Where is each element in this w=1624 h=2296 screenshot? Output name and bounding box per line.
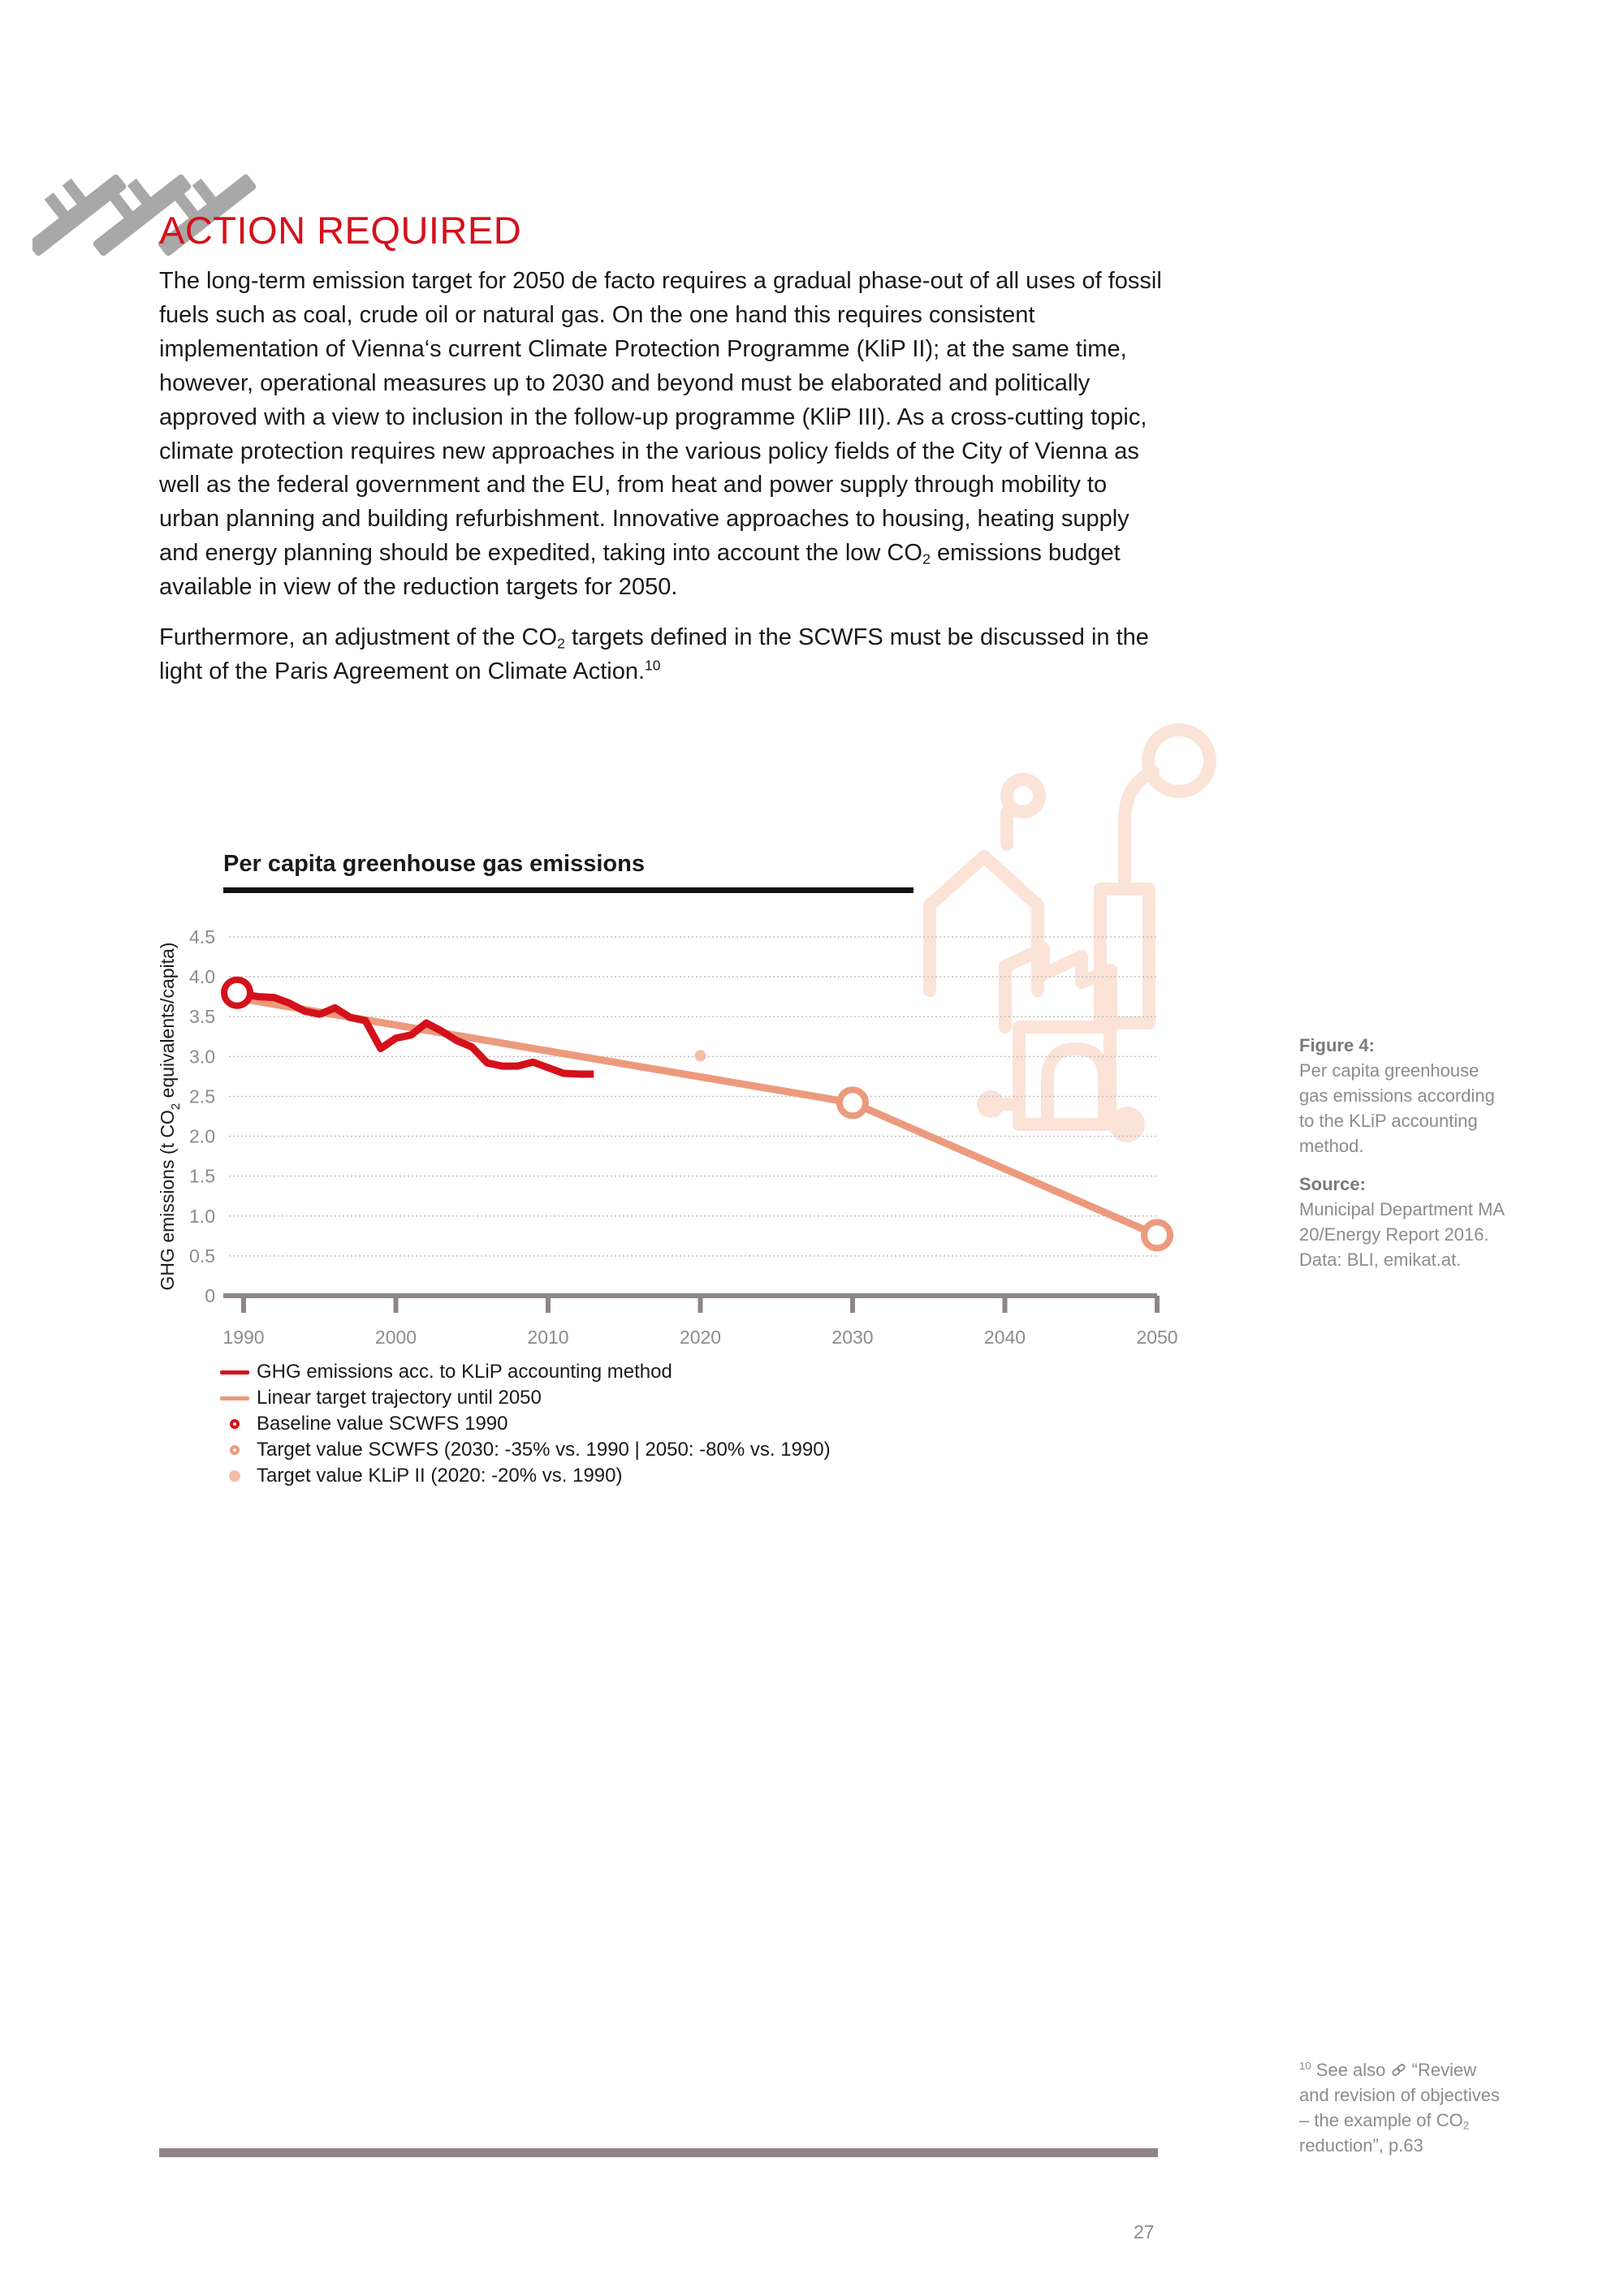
- chart-title-rule: [223, 887, 914, 893]
- paragraph-1-text-b: emissions budget available in view of the reduction targets for 2050.: [159, 540, 1121, 601]
- footnote-ref: 10: [645, 657, 661, 674]
- paragraph-1-subscript: 2: [922, 550, 931, 568]
- paragraph-2-text-b: targets defined in the SCWFS must be discussed in the light of the Paris Agreement on Climate Action.: [159, 624, 1149, 684]
- figure-label: Figure 4:: [1299, 1035, 1375, 1055]
- y-tick-label: 3.0: [189, 1046, 215, 1068]
- y-tick-label: 1.5: [189, 1165, 215, 1187]
- legend-item-baseline: [219, 1411, 831, 1437]
- footnote: [1299, 2057, 1510, 2158]
- paragraph-2-subscript: 2: [557, 635, 565, 652]
- legend-label: GHG emissions acc. to KLiP accounting method: [257, 1361, 672, 1383]
- legend-item-scwfs-target: [219, 1437, 831, 1463]
- legend-label: Linear target trajectory until 2050: [257, 1387, 542, 1409]
- paragraph-1: [159, 265, 1166, 605]
- factory-illustration-icon: [930, 730, 1210, 1124]
- chart-title: Per capita greenhouse gas emissions: [223, 851, 645, 877]
- footnote-text-b: “Review and revision of objectives – the example of CO: [1299, 2060, 1501, 2130]
- y-tick-label: 2.0: [189, 1125, 215, 1147]
- legend-item-klip-target: [219, 1463, 831, 1489]
- x-tick-label: 1990: [222, 1327, 265, 1348]
- section-title: ACTION REQUIRED: [159, 209, 522, 252]
- y-tick-label: 4.0: [189, 966, 215, 988]
- link-icon: [1391, 2063, 1407, 2078]
- bottom-rule: [159, 2148, 1158, 2157]
- source-block: [1299, 1172, 1510, 1272]
- paragraph-1-text-a: The long-term emission target for 2050 de facto requires a gradual phase-out of all uses of fossil fuels such as coal, crude oil or natural gas. On the one hand this requires consistent implementation of Vienna‘s current Climate Protection Programme (KliP II); at the same time, however, operational measures up to 2030 and beyond must be elaborated and politically approved with a view to inclusion in the follow-up programme (KliP III). As a cross-cutting topic, climate protection requires new approaches in the various policy fields of the City of Vienna as well as the federal government and the EU, from heat and power supply through mobility to urban planning and building refurbishment. Innovative approaches to housing, heating supply and energy planning should be expedited, taking into account the low CO: [159, 268, 1162, 567]
- legend-item-trajectory: [219, 1385, 831, 1411]
- legend-swatch-salmon-line: [219, 1390, 250, 1406]
- source-label: Source:: [1299, 1174, 1366, 1194]
- klip-target-dot: [695, 1050, 706, 1061]
- x-tick-label: 2030: [831, 1327, 874, 1348]
- y-tick-label: 0: [205, 1285, 215, 1306]
- legend-item-ghg-emissions: [219, 1359, 831, 1385]
- legend-swatch-red-line: [219, 1364, 250, 1380]
- y-tick-label: 3.5: [189, 1006, 215, 1028]
- body-text: [159, 265, 1166, 706]
- chart-legend: [219, 1359, 831, 1489]
- figure-text: Per capita greenhouse gas emissions according to the KLiP accounting method.: [1299, 1060, 1495, 1156]
- figure-caption-block: [1299, 1033, 1510, 1159]
- legend-swatch-salmon-ring: [219, 1442, 250, 1458]
- legend-label: Baseline value SCWFS 1990: [257, 1413, 508, 1435]
- baseline-ring: [224, 980, 250, 1006]
- y-tick-label: 1.0: [189, 1205, 215, 1227]
- x-tick-label: 2050: [1136, 1327, 1178, 1348]
- legend-swatch-red-ring: [219, 1416, 250, 1432]
- page-number: 27: [1134, 2221, 1155, 2242]
- paragraph-2-text-a: Furthermore, an adjustment of the CO: [159, 624, 557, 651]
- y-tick-label: 2.5: [189, 1085, 215, 1107]
- y-axis-label: GHG emissions (t $CO_2$ equivalents/capita): [157, 942, 183, 1291]
- footnote-subscript: 2: [1462, 2119, 1470, 2132]
- footnote-text-c: reduction”, p.63: [1299, 2135, 1423, 2156]
- legend-label: Target value SCWFS (2030: -35% vs. 1990 | 2050: -80% vs. 1990): [257, 1439, 831, 1461]
- scwfs-target-ring: [1144, 1222, 1170, 1248]
- paragraph-2: [159, 621, 1166, 689]
- series-emissions-line: [244, 995, 594, 1074]
- x-tick-label: 2040: [983, 1327, 1026, 1348]
- y-tick-label: 0.5: [189, 1245, 215, 1267]
- source-text: Municipal Department MA 20/Energy Report 2016. Data: BLI, emikat.at.: [1299, 1199, 1504, 1270]
- x-tick-label: 2000: [374, 1327, 417, 1348]
- footnote-number: 10: [1299, 2060, 1311, 2073]
- illustration-dot: [1109, 1107, 1145, 1142]
- legend-label: Target value KLiP II (2020: -20% vs. 1990): [257, 1465, 623, 1487]
- x-tick-label: 2020: [679, 1327, 722, 1348]
- scwfs-target-ring: [840, 1090, 866, 1116]
- x-tick-label: 2010: [527, 1327, 569, 1348]
- footnote-text-a: See also: [1311, 2060, 1391, 2080]
- legend-swatch-dot: [219, 1468, 250, 1484]
- figure-caption: [1299, 1033, 1510, 1285]
- y-tick-label: 4.5: [189, 926, 215, 947]
